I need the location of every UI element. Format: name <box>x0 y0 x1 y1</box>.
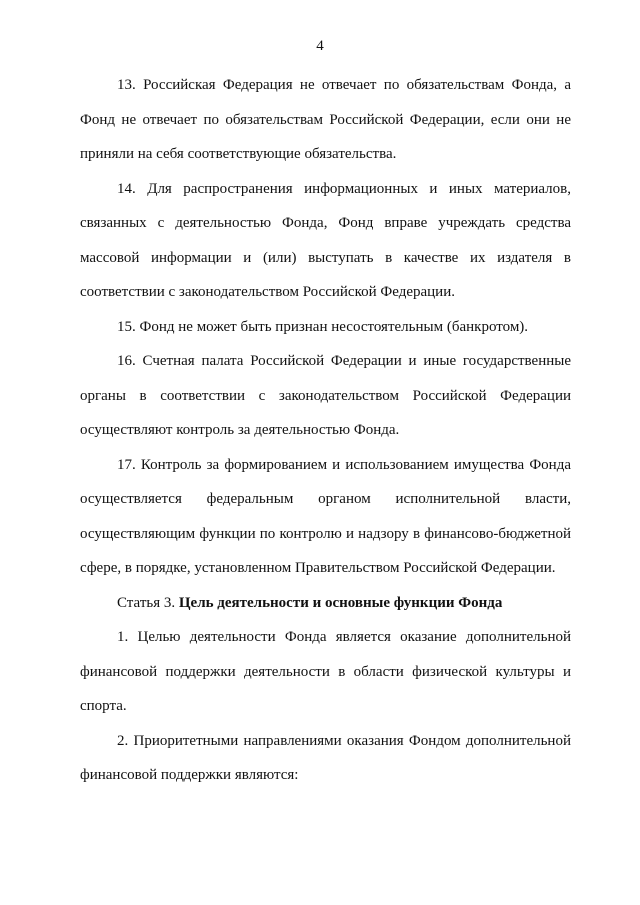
page-number: 4 <box>316 38 324 54</box>
paragraph-16: 16. Счетная палата Российской Федерации и иные государственные органы в соответствии с законодательством Российской Федерации осуществляют контроль за деятельностью Фонда. <box>80 353 571 438</box>
article-paragraph-1: 1. Целью деятельности Фонда является оказание дополнительной финансовой поддержки деятельности в области физической культуры и спорта. <box>80 629 571 714</box>
article-title: Цель деятельности и основные функции Фонда <box>178 594 503 611</box>
article-heading <box>80 586 571 621</box>
document-body <box>80 68 571 793</box>
paragraph-13: 13. Российская Федерация не отвечает по обязательствам Фонда, а Фонд не отвечает по обязательствам Российской Федерации, если они не приняли на себя соответствующие обязательства. <box>80 77 571 162</box>
article-label: Статья 3. <box>117 594 176 611</box>
paragraph-15: 15. Фонд не может быть признан несостоятельным (банкротом). <box>117 318 529 335</box>
paragraph-14: 14. Для распространения информационных и иных материалов, связанных с деятельностью Фонда, Фонд вправе учреждать средства массовой информации и (или) выступать в качестве их издателя в соответствии с законодательством Российской Федерации. <box>80 180 571 300</box>
article-paragraph-2: 2. Приоритетными направлениями оказания Фондом дополнительной финансовой поддержки являются: <box>80 732 571 783</box>
paragraph-17: 17. Контроль за формированием и использованием имущества Фонда осуществляется федеральным органом исполнительной власти, осуществляющим функции по контролю и надзору в финансово-бюджетной сфере, в порядке, установленном Правительством Российской Федерации. <box>80 456 571 576</box>
